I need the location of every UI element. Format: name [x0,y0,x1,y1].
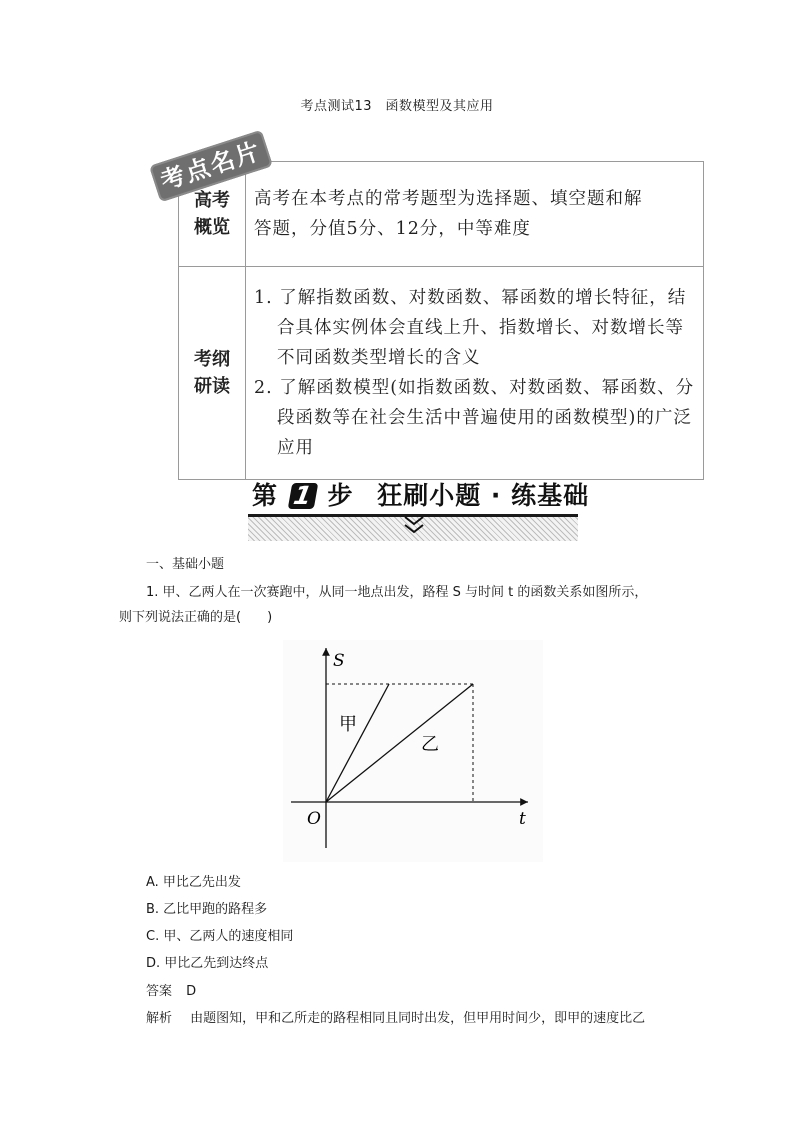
question-stem-line1: 1. 甲、乙两人在一次赛跑中，从同一地点出发，路程 S 与时间 t 的函数关系如图所示， [146,585,648,600]
section-heading: 一、基础小题 [146,557,225,572]
distance-time-graph [283,640,543,862]
overview-heading-line2: 概览 [194,217,230,238]
syllabus-text [246,267,704,480]
overview-text [246,162,704,267]
step-banner [252,476,589,512]
page-title: 考点测试13 函数模型及其应用 [300,99,494,114]
overview-heading-line1: 高考 [194,190,230,211]
overview-text-line1: 高考在本考点的常考题型为选择题、填空题和解 [254,189,643,209]
analysis-text: 由题图知，甲和乙所走的路程相同且同时出发，但甲用时间少，即甲的速度比乙 [190,1011,646,1026]
x-axis-label: t [519,809,526,829]
option-b: B. 乙比甲跑的路程多 [146,902,268,917]
line-jia-label: 甲 [339,714,357,735]
y-axis-label: S [333,651,345,671]
syllabus-heading [179,267,246,480]
line-yi-label: 乙 [421,734,439,755]
overview-text-line2: 答题，分值5分、12分，中等难度 [254,219,531,239]
answer-label: 答案 [146,984,173,999]
question-stem-line2: 则下列说法正确的是( ) [119,610,273,625]
exam-card-stamp: 考点名片 [149,130,273,203]
answer-value: D [186,984,197,999]
line-jia [326,684,389,802]
graph-svg [283,640,543,862]
analysis-label: 解析 [146,1011,173,1026]
analysis [146,1009,645,1029]
exam-overview-card [178,161,704,480]
option-c: C. 甲、乙两人的速度相同 [146,929,294,944]
double-chevron-down-icon [400,514,428,538]
syllabus-item-1: 1. 了解指数函数、对数函数、幂函数的增长特征，结合具体实例体会直线上升、指数增长、对数增长等不同函数类型增长的含义 [254,288,687,368]
origin-label: O [307,809,321,829]
syllabus-heading-line2: 研读 [194,376,230,397]
banner-prefix: 第 [252,481,279,510]
line-yi [326,684,473,802]
banner-title: 狂刷小题 · 练基础 [377,481,590,510]
banner-suffix: 步 [327,481,354,510]
syllabus-item-2: 2. 了解函数模型(如指数函数、对数函数、幂函数、分段函数等在社会生活中普遍使用的函数模型)的广泛应用 [254,378,695,458]
syllabus-heading-line1: 考纲 [194,349,230,370]
option-a: A. 甲比乙先出发 [146,875,241,890]
banner-step-number: 1 [287,483,318,509]
answer [146,982,196,1002]
option-d: D. 甲比乙先到达终点 [146,956,269,971]
